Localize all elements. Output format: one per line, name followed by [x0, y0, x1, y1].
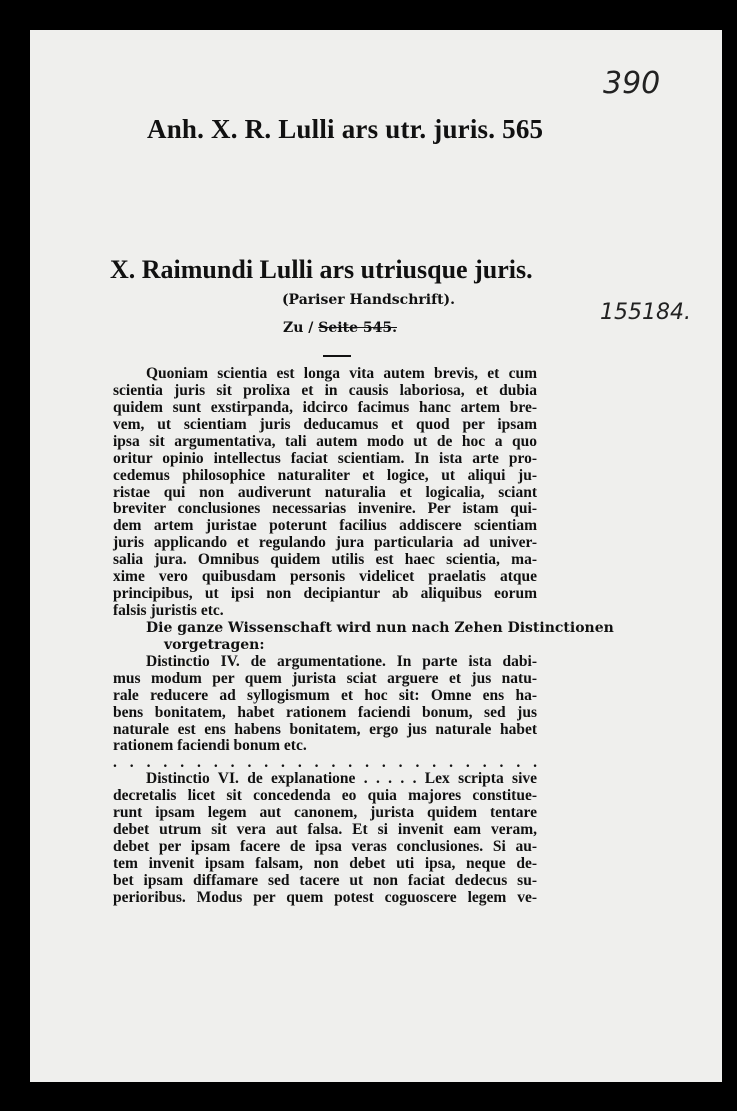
text-line: debet per ipsam facere de ipsa veras conclusiones. Si au-: [113, 838, 537, 855]
divider: [323, 355, 351, 357]
text-line: perioribus. Modus per quem potest coguoscere legem ve-: [113, 889, 537, 906]
text-line: runt ipsam legem aut canonem, jurista quidem tentare: [113, 804, 537, 821]
text-line: breviter conclusiones necessarias invenire. Per istam qui-: [113, 500, 537, 517]
text-line: ipsa sit argumentativa, tali autem modo ut de hoc a quo: [113, 433, 537, 450]
text-line: Die ganze Wissenschaft wird nun nach Zehen Distinctionen: [146, 620, 614, 636]
text-line: falsis juristis etc.: [113, 602, 224, 619]
text-line: ristae qui non audiverunt naturalia et logicalia, sciant: [113, 484, 537, 501]
text-line: quidem sunt exstirpanda, idcirco facimus hanc artem bre-: [113, 399, 537, 416]
reference-prefix: Zu: [283, 320, 304, 336]
handwritten-shelfmark: 155184.: [600, 300, 691, 325]
text-line: scientia juris sit prolixa et in causis laboriosa, et dubia: [113, 382, 537, 399]
struck-reference: Seite 545.: [318, 320, 397, 336]
text-line: bet ipsam diffamare sed tacere ut non faciat dedecus su-: [113, 872, 537, 889]
running-head: Anh. X. R. Lulli ars utr. juris. 565: [147, 114, 544, 144]
text-line: debet utrum sit vera aut falsa. Et si invenit eam veram,: [113, 821, 537, 838]
text-line: rationem faciendi bonum etc.: [113, 737, 307, 754]
text-line: juris applicando et regulando jura particularia ad univer-: [113, 534, 537, 551]
text-line: principibus, ut ipsi non decipiantur ab aliquibus eorum: [113, 585, 537, 602]
text-line: decretalis licet sit concedenda eo quia majores constitue-: [113, 787, 537, 804]
text-line: bens bonitatem, habet rationem faciendi bonum, sed jus: [113, 704, 537, 721]
text-line: naturale est ens habens bonitatem, ergo jus naturale habet: [113, 721, 537, 738]
handwritten-folio-number: 390: [603, 66, 661, 101]
subtitle: (Pariser Handschrift).: [281, 292, 456, 308]
text-line: Distinctio IV. de argumentatione. In parte ista dabi-: [146, 653, 537, 670]
text-line: rale reducere ad syllogismum et hoc sit: Omne ens ha-: [113, 687, 537, 704]
text-line: . . . . . . . . . . . . . . . . . . . . . . . . . .: [113, 754, 537, 771]
text-line: vem, ut scientiam juris deducamus et quod per ipsam: [113, 416, 537, 433]
text-line: oritur opinio intellectus faciat scientiam. In ista arte pro-: [113, 450, 537, 467]
text-line: dem artem juristae poterunt facilius addiscere scientiam: [113, 517, 537, 534]
text-line: cedemus philosophice naturaliter et logice, ut aliqui ju-: [113, 467, 537, 484]
text-line: xime vero quibusdam personis videlicet praelatis atque: [113, 568, 537, 585]
text-line: vorgetragen:: [164, 637, 265, 653]
text-line: tem invenit ipsam falsam, non debet uti ipsa, neque de-: [113, 855, 537, 872]
page-reference: Zu / Seite 545.: [283, 320, 397, 336]
text-line: mus modum per quem jurista sciat arguere et jus natu-: [113, 670, 537, 687]
page-title: X. Raimundi Lulli ars utriusque juris.: [110, 255, 533, 284]
text-line: salia jura. Omnibus quidem utilis est haec scientia, ma-: [113, 551, 537, 568]
text-line: Distinctio VI. de explanatione . . . . . Lex scripta sive: [146, 770, 537, 787]
text-line: Quoniam scientia est longa vita autem brevis, et cum: [146, 365, 537, 382]
